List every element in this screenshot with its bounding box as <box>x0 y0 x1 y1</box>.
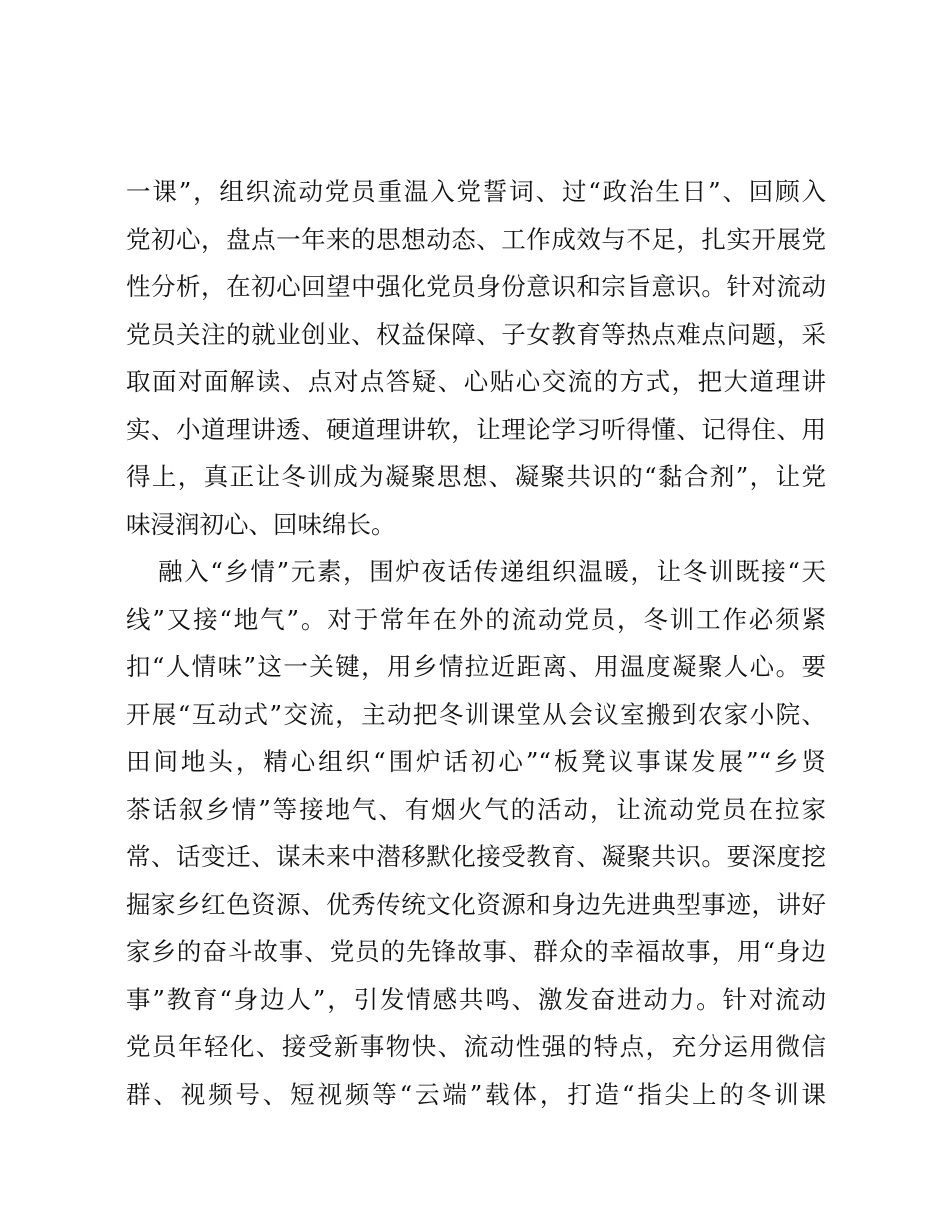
text-line: 常、话变迁、谋未来中潜移默化接受教育、凝聚共识。要深度挖 <box>126 842 826 871</box>
text-line: 实、小道理讲透、硬道理讲软，让理论学习听得懂、记得住、用 <box>126 414 826 444</box>
text-line: 开展“互动式”交流，主动把冬训课堂从会议室搬到农家小院、 <box>126 699 826 729</box>
text-line: 党初心，盘点一年来的思想动态、工作成效与不足，扎实开展党 <box>126 224 826 254</box>
text-line: 家乡的奋斗故事、党员的先锋故事、群众的幸福故事，用“身边 <box>126 937 826 966</box>
text-line: 田间地头，精心组织“围炉话初心”“板凳议事谋发展”“乡贤 <box>126 747 826 776</box>
text-line: 性分析，在初心回望中强化党员身份意识和宗旨意识。针对流动 <box>126 272 826 301</box>
text-line: 取面对面解读、点对点答疑、心贴心交流的方式，把大道理讲 <box>126 367 826 396</box>
text-line: 党员年轻化、接受新事物快、流动性强的特点，充分运用微信 <box>126 1032 826 1061</box>
text-line: 一课”，组织流动党员重温入党誓词、过“政治生日”、回顾入 <box>126 177 826 206</box>
body-text <box>126 168 826 1118</box>
text-line: 群、视频号、短视频等“云端”载体，打造“指尖上的冬训课 <box>126 1079 826 1109</box>
text-line: 党员关注的就业创业、权益保障、子女教育等热点难点问题，采 <box>126 319 826 349</box>
text-line: 得上，真正让冬训成为凝聚思想、凝聚共识的“黏合剂”，让党 <box>126 462 826 491</box>
text-line: 事”教育“身边人”，引发情感共鸣、激发奋进动力。针对流动 <box>126 984 826 1014</box>
text-line: 扣“人情味”这一关键，用乡情拉近距离、用温度凝聚人心。要 <box>126 652 826 681</box>
text-line: 线”又接“地气”。对于常年在外的流动党员，冬训工作必须紧 <box>126 604 826 634</box>
text-line: 味浸润初心、回味绵长。 <box>126 509 396 539</box>
text-line: 茶话叙乡情”等接地气、有烟火气的活动，让流动党员在拉家 <box>126 794 826 824</box>
text-line: 掘家乡红色资源、优秀传统文化资源和身边先进典型事迹，讲好 <box>126 889 826 919</box>
paragraph-first-line: 融入“乡情”元素，围炉夜话传递组织温暖，让冬训既接“天 <box>158 557 826 586</box>
